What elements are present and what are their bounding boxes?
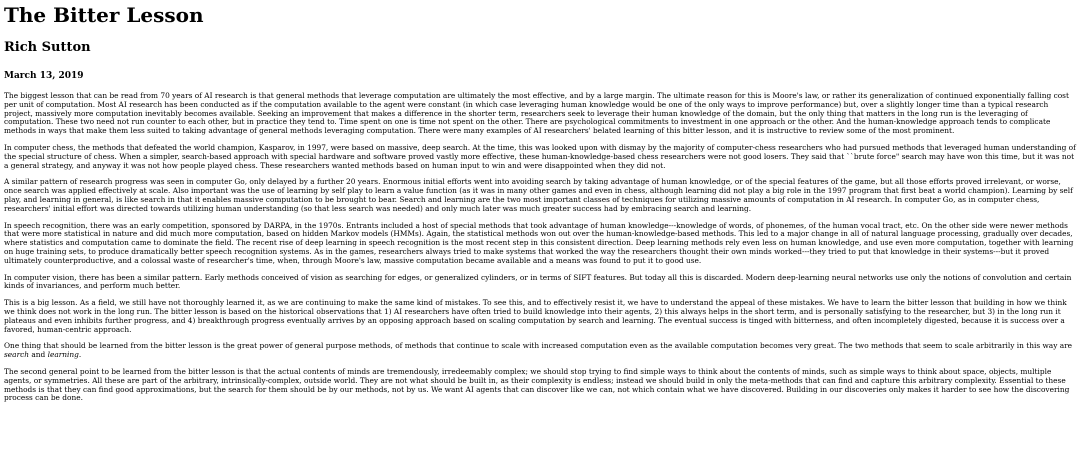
article-title: The Bitter Lesson	[4, 3, 204, 27]
paragraph-7	[4, 342, 1076, 360]
paragraph-1: The biggest lesson that can be read from 70 years of AI research is that general methods that leverage computation are ultimately the most effective, and by a large margin. The ultimate reason for this is Moore's law, or rather its generalization of continued exponentially falling cost per unit of computation. Most AI research has been conducted as if the computation available to the agent were constant (in which case leveraging human knowledge would be one of the only ways to improve performance) but, over a slightly longer time than a typical research project, massively more computation inevitably becomes available. Seeking an improvement that makes a difference in the shorter term, researchers seek to leverage their human knowledge of the domain, but the only thing that matters in the long run is the leveraging of computation. These two need not run counter to each other, but in practice they tend to. Time spent on one is time not spent on the other. There are psychological commitments to investment in one approach or the other. And the human-knowledge approach tends to complicate methods in ways that make them less suited to taking advantage of general methods leveraging computation. There were many examples of AI researchers' belated learning of this bitter lesson, and it is instructive to review some of the most prominent.	[4, 91, 1069, 136]
paragraph-7-text-after: .	[78, 350, 82, 360]
paragraph-3: A similar pattern of research progress was seen in computer Go, only delayed by a further 20 years. Enormous initial efforts went into avoiding search by taking advantage of human knowledge, or of the special features of the game, but all those efforts proved irrelevant, or worse, once search was applied effectively at scale. Also important was the use of learning by self play to learn a value function (as it was in many other games and even in chess, although learning did not play a big role in the 1997 program that first beat a world champion). Learning by self play, and learning in general, is like search in that it enables massive computation to be brought to bear. Search and learning are the two most important classes of techniques for utilizing massive amounts of computation in AI research. In computer Go, as in computer chess, researchers' initial effort was directed towards utilizing human understanding (so that less search was needed) and only much later was much greater success had by embracing search and learning.	[4, 177, 1073, 213]
paragraph-8: The second general point to be learned from the bitter lesson is that the actual contents of minds are tremendously, irredeemably complex; we should stop trying to find simple ways to think about the contents of minds, such as simple ways to think about space, objects, multiple agents, or symmetries. All these are part of the arbitrary, intrinsically-complex, outside world. They are not what should be built in, as their complexity is endless; instead we should build in only the meta-methods that can find and capture this arbitrary complexity. Essential to these methods is that they can find good approximations, but the search for them should be by our methods, not by us. We want AI agents that can discover like we can, not which contain what we have discovered. Building in our discoveries only makes it harder to see how the discovering process can be done.	[4, 366, 1070, 403]
paragraph-7-text-before: One thing that should be learned from the bitter lesson is the great power of general purpose methods, of methods that continue to scale with increased computation even as the available computation becomes very great. The two methods that seem to scale arbitrarily in this way are	[4, 341, 1073, 351]
paragraph-6: This is a big lesson. As a field, we still have not thoroughly learned it, as we are continuing to make the same kind of mistakes. To see this, and to effectively resist it, we have to understand the appeal of these mistakes. We have to learn the bitter lesson that building in how we think we think does not work in the long run. The bitter lesson is based on the historical observations that 1) AI researchers have often tried to build knowledge into their agents, 2) this always helps in the short term, and is personally satisfying to the researcher, but 3) in the long run it plateaus and even inhibits further progress, and 4) breakthrough progress eventually arrives by an opposing approach based on scaling computation by search and learning. The eventual success is tinged with bitterness, and often incompletely digested, because it is success over a favored, human-centric approach.	[4, 298, 1067, 334]
article-author: Rich Sutton	[4, 40, 91, 55]
emphasis-learning: learning	[47, 350, 79, 360]
emphasis-search: search	[4, 350, 30, 360]
article-date: March 13, 2019	[4, 71, 84, 81]
paragraph-7-text-middle: and	[29, 350, 48, 360]
paragraph-5: In computer vision, there has been a similar pattern. Early methods conceived of vision as searching for edges, or generalized cylinders, or in terms of SIFT features. But today all this is discarded. Modern deep-learning neural networks use only the notions of convolution and certain kinds of invariances, and perform much better.	[4, 272, 1072, 291]
paragraph-2: In computer chess, the methods that defeated the world champion, Kasparov, in 1997, were based on massive, deep search. At the time, this was looked upon with dismay by the majority of computer-chess researchers who had pursued methods that leveraged human understanding of the special structure of chess. When a simpler, search-based approach with special hardware and software proved vastly more effective, these human-knowledge-based chess researchers were not good losers. They said that ``brute force" search may have won this time, but it was not a general strategy, and anyway it was not how people played chess. These researchers wanted methods based on human input to win and were disappointed when they did not.	[4, 142, 1076, 170]
paragraph-4: In speech recognition, there was an early competition, sponsored by DARPA, in the 1970s. Entrants included a host of special methods that took advantage of human knowledge---knowledge of words, of phonemes, of the human vocal tract, etc. On the other side were newer methods that were more statistical in nature and did much more computation, based on hidden Markov models (HMMs). Again, the statistical methods won out over the human-knowledge-based methods. This led to a major change in all of natural language processing, gradually over decades, where statistics and computation came to dominate the field. The recent rise of deep learning in speech recognition is the most recent step in this consistent direction. Deep learning methods rely even less on human knowledge, and use even more computation, together with learning on huge training sets, to produce dramatically better speech recognition systems. As in the games, researchers always tried to make systems that worked the way the researchers thought their own minds worked---they tried to put that knowledge in their systems---but it proved ultimately counterproductive, and a colossal waste of researcher's time, when, through Moore's law, massive computation became available and a means was found to put it to good use.	[4, 220, 1074, 265]
